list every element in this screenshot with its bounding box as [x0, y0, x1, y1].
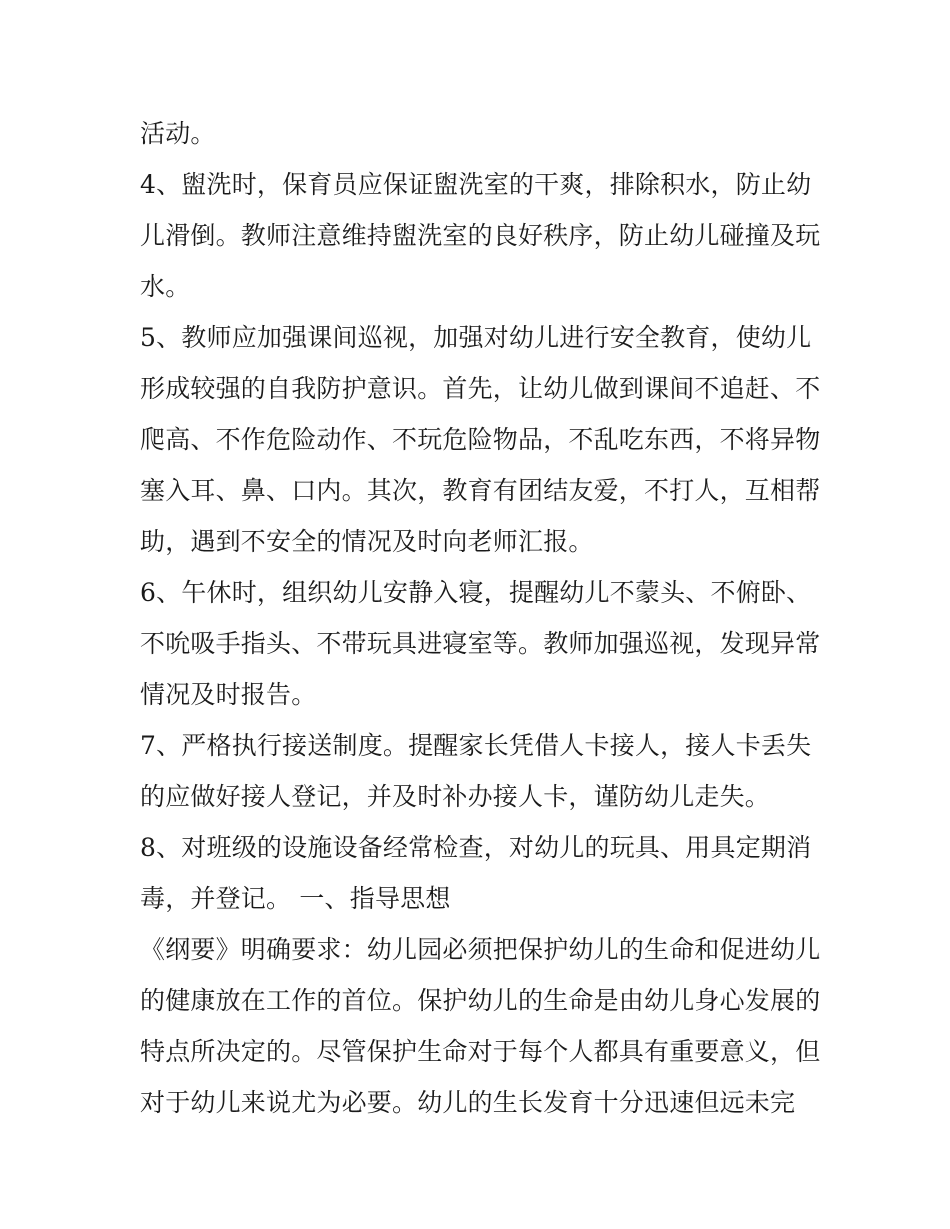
document-body [140, 108, 820, 1128]
text-line: 特点所决定的。尽管保护生命对于每个人都具有重要意义，但 [140, 1037, 821, 1066]
text-line: 活动。 [140, 119, 216, 148]
text-line: 4、盥洗时，保育员应保证盥洗室的干爽，排除积水，防止幼 [140, 170, 812, 199]
text-line: 爬高、不作危险动作、不玩危险物品，不乱吃东西，不将异物 [140, 425, 821, 454]
text-line: 6、午休时，组织幼儿安静入寝，提醒幼儿不蒙头、不俯卧、 [140, 578, 812, 607]
text-line: 不吮吸手指头、不带玩具进寝室等。教师加强巡视，发现异常 [140, 629, 821, 658]
text-line: 情况及时报告。 [140, 680, 317, 709]
text-line: 儿滑倒。教师注意维持盥洗室的良好秩序，防止幼儿碰撞及玩 [140, 221, 821, 250]
text-line: 5、教师应加强课间巡视，加强对幼儿进行安全教育，使幼儿 [140, 323, 812, 352]
text-line: 形成较强的自我防护意识。首先，让幼儿做到课间不追赶、不 [140, 374, 821, 403]
text-line: 7、严格执行接送制度。提醒家长凭借人卡接人，接人卡丢失 [140, 731, 812, 760]
text-line: 塞入耳、鼻、口内。其次，教育有团结友爱，不打人，互相帮 [140, 476, 821, 505]
text-line: 助，遇到不安全的情况及时向老师汇报。 [140, 527, 594, 556]
text-line: 对于幼儿来说尤为必要。幼儿的生长发育十分迅速但远未完 [140, 1088, 796, 1117]
text-line: 的健康放在工作的首位。保护幼儿的生命是由幼儿身心发展的 [140, 986, 821, 1015]
text-line: 《纲要》明确要求：幼儿园必须把保护幼儿的生命和促进幼儿 [140, 935, 821, 964]
text-line: 毒，并登记。 一、指导思想 [140, 884, 451, 913]
text-line: 水。 [140, 272, 191, 301]
text-line: 的应做好接人登记，并及时补办接人卡，谨防幼儿走失。 [140, 782, 771, 811]
text-line: 8、对班级的设施设备经常检查，对幼儿的玩具、用具定期消 [140, 833, 812, 862]
